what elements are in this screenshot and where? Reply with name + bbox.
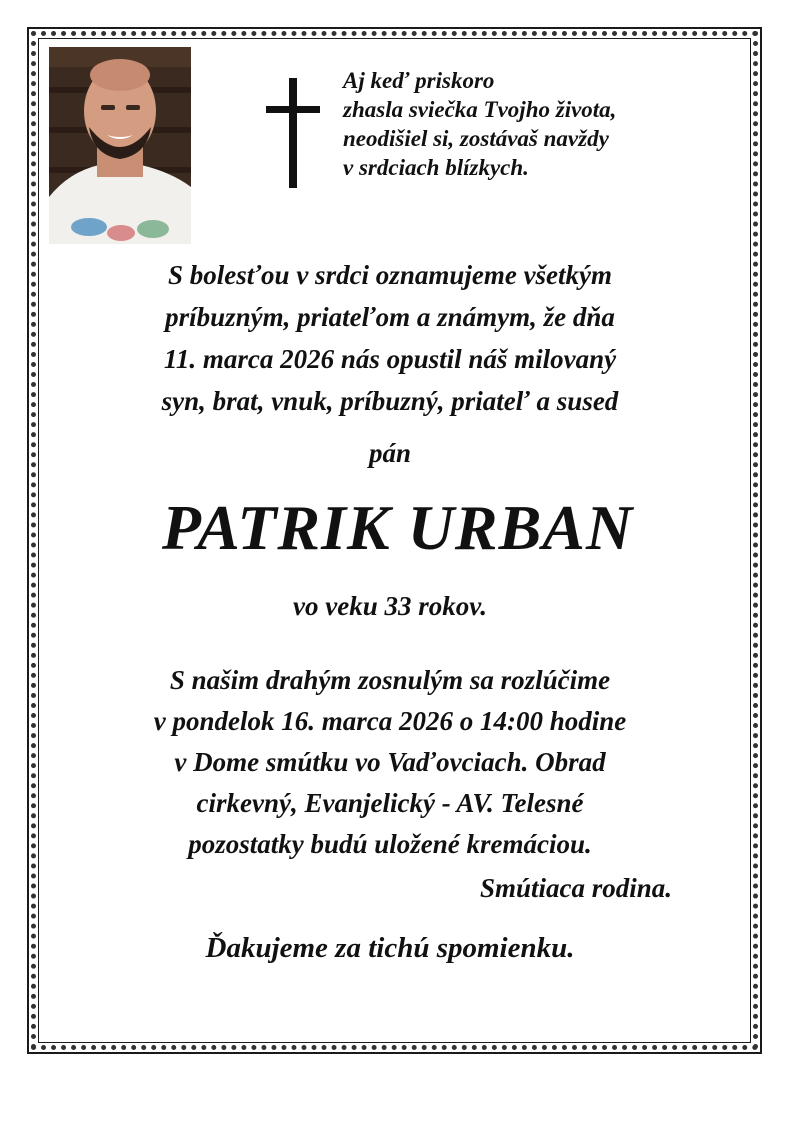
thanks-line: Ďakujeme za tichú spomienku. <box>205 932 575 964</box>
verse-line: v srdciach blízkych. <box>343 155 529 180</box>
ceremony-line: v Dome smútku vo Vaďovciach. Obrad <box>174 747 606 777</box>
announcement-line: 11. marca 2026 nás opustil náš milovaný <box>163 344 617 374</box>
ceremony-line: cirkevný, Evanjelický - AV. Telesné <box>196 788 584 818</box>
ceremony-line: v pondelok 16. marca 2026 o 14:00 hodine <box>153 706 627 736</box>
announcement-line: syn, brat, vnuk, príbuzný, priateľ a sused <box>161 386 619 416</box>
announcement-line: príbuzným, priateľom a známym, že dňa <box>165 302 615 332</box>
family-signature: Smútiaca rodina. <box>479 873 672 903</box>
latin-cross-icon <box>266 78 320 188</box>
deceased-name: PATRIK URBAN <box>161 492 634 563</box>
announcement-line: S bolesťou v srdci oznamujeme všetkým <box>167 260 613 290</box>
honorific-title: pán <box>368 438 412 468</box>
memorial-verse <box>343 66 723 182</box>
announcement-text <box>60 254 720 422</box>
age-text: vo veku 33 rokov. <box>293 591 487 621</box>
portrait-photo <box>49 47 191 244</box>
ceremony-line: pozostatky budú uložené kremáciou. <box>188 829 592 859</box>
verse-line: zhasla sviečka Tvojho života, <box>343 97 617 122</box>
ceremony-details <box>60 660 720 865</box>
verse-line: Aj keď priskoro <box>343 68 495 93</box>
verse-line: neodišiel si, zostávaš navždy <box>343 126 609 151</box>
ceremony-line: S našim drahým zosnulým sa rozlúčime <box>169 665 611 695</box>
